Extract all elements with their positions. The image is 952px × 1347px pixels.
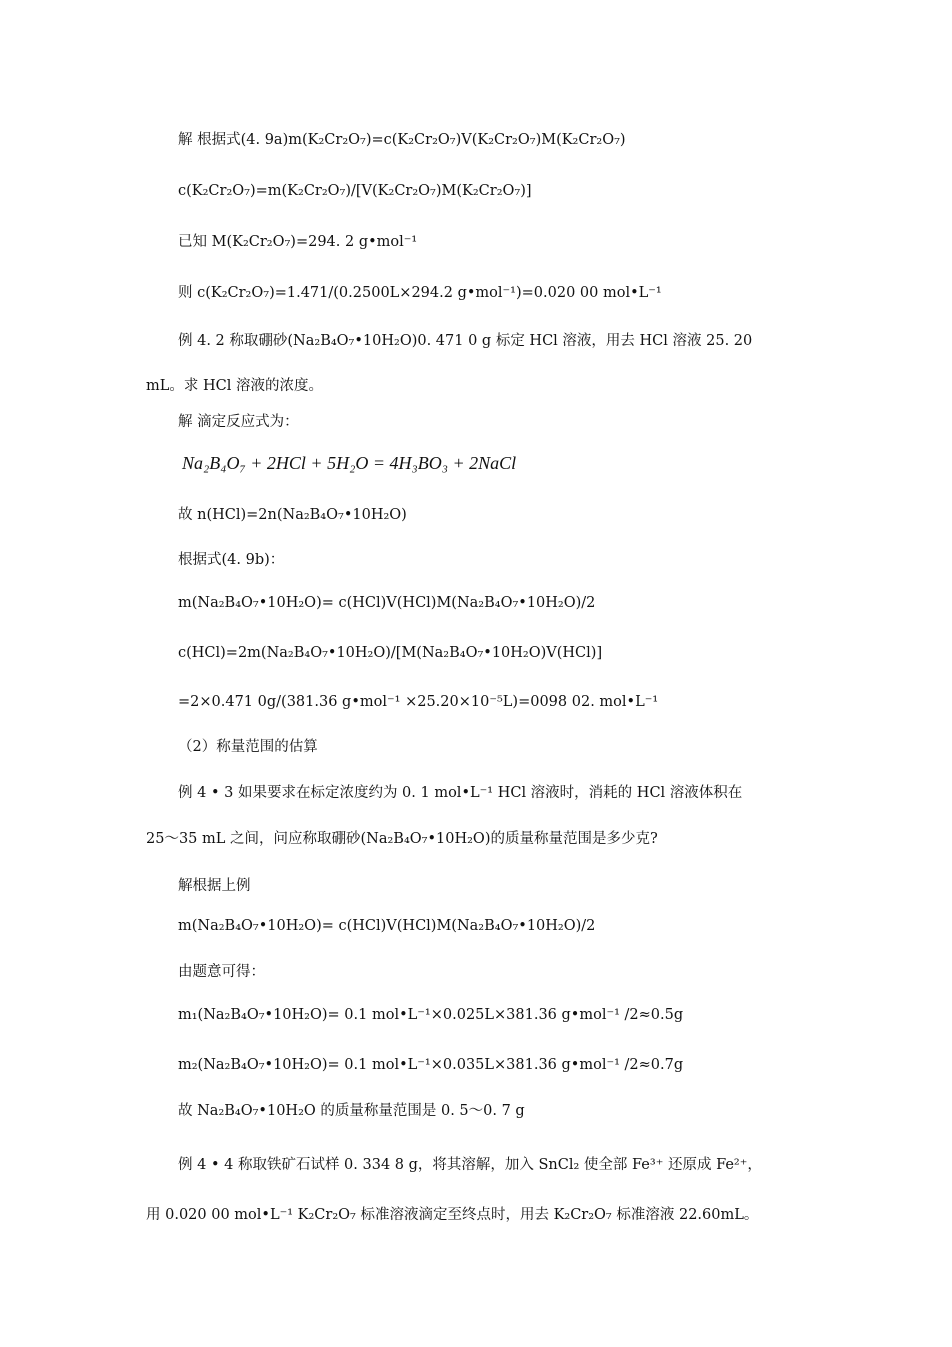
text-line-24: 用 0.020 00 mol•L⁻¹ K₂Cr₂O₇ 标准溶液滴定至终点时，用去 K₂Cr₂O₇ 标准溶液 22.60mL。 [146, 1207, 759, 1223]
text-line-6: mL。求 HCl 溶液的浓度。 [146, 378, 323, 394]
text-line-5: 例 4. 2 称取硼砂(Na₂B₄O₇•10H₂O)0. 471 0 g 标定 HCl 溶液，用去 HCl 溶液 25. 20 [178, 333, 753, 349]
text-line-19: 由题意可得： [178, 964, 265, 980]
text-line-12: c(HCl)=2m(Na₂B₄O₇•10H₂O)/[M(Na₂B₄O₇•10H₂O)V(HCl)] [178, 645, 603, 661]
text-line-15: 例 4 • 3 如果要求在标定浓度约为 0. 1 mol•L⁻¹ HCl 溶液时，消耗的 HCl 溶液体积在 [178, 785, 743, 801]
text-line-11: m(Na₂B₄O₇•10H₂O)= c(HCl)V(HCl)M(Na₂B₄O₇•10H₂O)/2 [178, 595, 596, 611]
text-line-16: 25～35 mL 之间，问应称取硼砂(Na₂B₄O₇•10H₂O)的质量称量范围是多少克? [146, 831, 658, 847]
text-line-13: =2×0.471 0g/(381.36 g•mol⁻¹ ×25.20×10⁻⁵L)=0098 02. mol•L⁻¹ [178, 694, 659, 710]
text-line-4: 则 c(K₂Cr₂O₇)=1.471/(0.2500L×294.2 g•mol⁻¹)=0.020 00 mol•L⁻¹ [178, 285, 662, 301]
text-line-2: c(K₂Cr₂O₇)=m(K₂Cr₂O₇)/[V(K₂Cr₂O₇)M(K₂Cr₂O₇)] [178, 183, 532, 199]
section-heading: （2）称量范围的估算 [178, 739, 318, 755]
text-line-22: 故 Na₂B₄O₇•10H₂O 的质量称量范围是 0. 5～0. 7 g [178, 1103, 525, 1119]
text-line-17: 解根据上例 [178, 878, 251, 894]
text-line-9: 故 n(HCl)=2n(Na₂B₄O₇•10H₂O) [178, 507, 407, 523]
text-line-20: m₁(Na₂B₄O₇•10H₂O)= 0.1 mol•L⁻¹×0.025L×381.36 g•mol⁻¹ /2≈0.5g [178, 1007, 684, 1023]
text-line-10: 根据式(4. 9b)： [178, 552, 285, 568]
equation-line: Na₂B₄O₇ + 2HCl + 5H₂O = 4H₃BO₃ + 2NaCl [182, 453, 517, 473]
text-line-3: 已知 M(K₂Cr₂O₇)=294. 2 g•mol⁻¹ [178, 234, 418, 250]
text-line-21: m₂(Na₂B₄O₇•10H₂O)= 0.1 mol•L⁻¹×0.035L×381.36 g•mol⁻¹ /2≈0.7g [178, 1057, 684, 1073]
text-line-23: 例 4 • 4 称取铁矿石试样 0. 334 8 g，将其溶解，加入 SnCl₂ 使全部 Fe³⁺ 还原成 Fe²⁺， [178, 1157, 762, 1173]
text-line-1: 解 根据式(4. 9a)m(K₂Cr₂O₇)=c(K₂Cr₂O₇)V(K₂Cr₂O₇)M(K₂Cr₂O₇) [178, 132, 626, 148]
text-line-18: m(Na₂B₄O₇•10H₂O)= c(HCl)V(HCl)M(Na₂B₄O₇•10H₂O)/2 [178, 918, 596, 934]
text-line-7: 解 滴定反应式为： [178, 414, 299, 430]
